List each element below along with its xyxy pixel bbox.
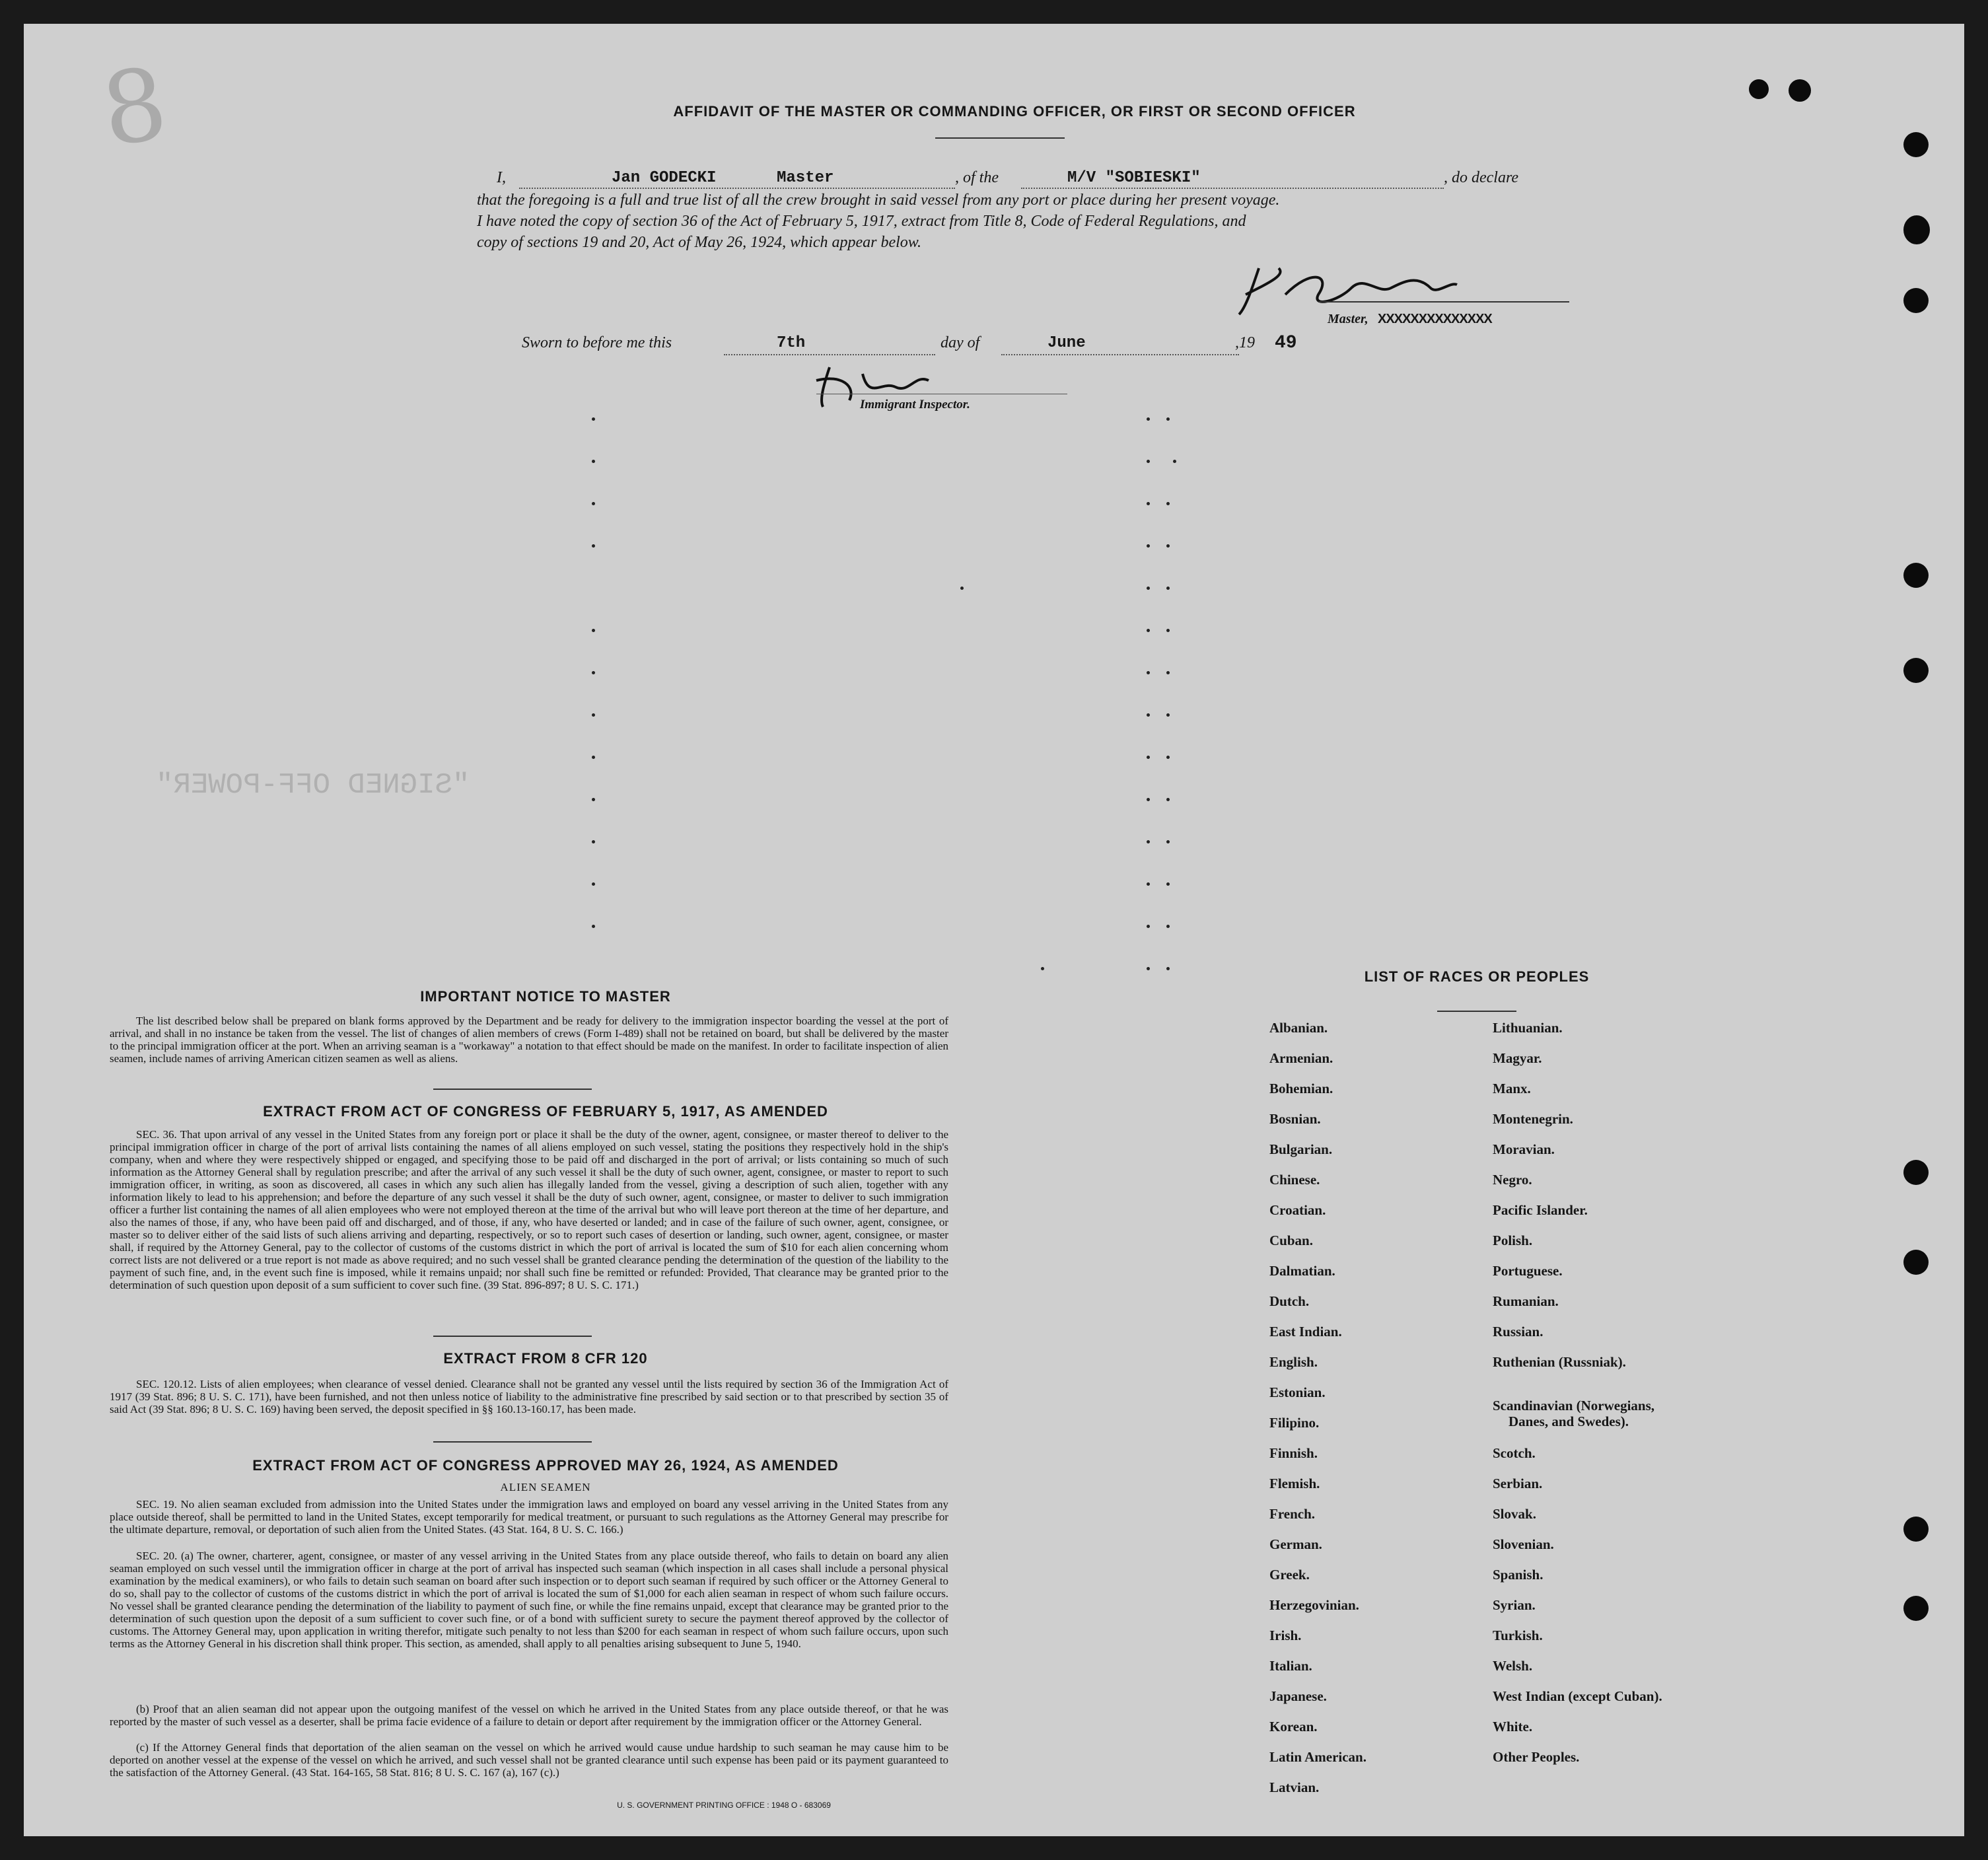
race-item: Bohemian. <box>1269 1081 1333 1096</box>
notice-title: IMPORTANT NOTICE TO MASTER <box>420 988 671 1005</box>
extract-1924-title: EXTRACT FROM ACT OF CONGRESS APPROVED MAY 26, 1924, AS AMENDED <box>252 1457 839 1474</box>
race-item: Herzegovinian. <box>1269 1597 1359 1613</box>
race-item: Spanish. <box>1493 1567 1544 1583</box>
master-signature <box>1232 255 1576 321</box>
year-suffix: 49 <box>1275 333 1297 353</box>
race-item: Japanese. <box>1269 1688 1327 1704</box>
race-item: Filipino. <box>1269 1415 1320 1431</box>
sworn-day: 7th <box>777 334 806 352</box>
race-item: Rumanian. <box>1493 1293 1559 1309</box>
year-prefix: ,19 <box>1235 334 1255 351</box>
race-item: Latvian. <box>1269 1779 1320 1795</box>
race-item: Chinese. <box>1269 1172 1320 1188</box>
race-item: Scandinavian (Norwegians, <box>1493 1398 1655 1413</box>
extract-1917-text: SEC. 36. That upon arrival of any vessel in the United States from any foreign port or place it shall be the duty of the owner, agent, consignee, or master thereof to deliver to the principal immigration officer in charge of the port of arrival lists containing the names of all aliens employed on such vessel, stating the positions they respectively hold in the ship's company, when and where they were respectively shipped or engaged, and specifying those to be paid off and discharged in the port of arrival; or lists containing so much of such information as the Attorney General shall by regulation prescribe; and after the arrival of any such vessel it shall be the duty of such owner, agent, consignee, or master to report to such immigration officer, in writing, as soon as discovered, all cases in which any such alien has illegally landed from the vessel, giving a description of such alien, together with any information likely to lead to his apprehension; and before the departure of any such vessel it shall be the duty of such owner, agent, consignee, or master to deliver to such immigration officer a further list containing the names of all alien employees who were not employed thereon at the time of the arrival but who will leave port thereon at the time of her departure, and also the names of those, if any, who have been paid off and discharged, and of those, if any, who have deserted or landed; and in case of the failure of such owner, agent, consignee, or master so to deliver either of the said lists of such aliens arriving and departing, respectively, or so to report such cases of desertion or landing, such owner, agent, consignee, or master shall, if required by the Attorney General, pay to the collector of customs of the customs district in which the port of arrival is located the sum of $10 for each alien concerning whom correct lists are not delivered or a true report is not made as above required; and no such vessel shall be granted clearance pending the determination of the question of the liability to the payment of such fine, and, in the event such fine is imposed, while it remains unpaid; nor shall such fine be remitted or refunded: Provided, That clearance may be granted prior to the determination of such question upon deposit of a sum sufficient to cover such fine. (39 Stat. 896-897; 8 U. S. C. 171.) <box>110 1128 948 1291</box>
race-item: Manx. <box>1493 1081 1531 1096</box>
vessel-name: M/V "SOBIESKI" <box>1067 169 1201 187</box>
punch-hole <box>1789 79 1811 102</box>
punch-hole <box>1903 563 1929 588</box>
race-item: West Indian (except Cuban). <box>1493 1688 1662 1704</box>
inspector-label: Immigrant Inspector. <box>860 398 970 411</box>
sec-20b-text: (b) Proof that an alien seaman did not appear upon the outgoing manifest of the vessel on which he arrived in the United States from any place outside thereof, or that he was reported by the master of such vessel as a deserter, shall be prima facie evidence of a failure to detain or deport after requirement by the immigration officer or the Attorney General. <box>110 1703 948 1728</box>
race-item: Estonian. <box>1269 1384 1326 1400</box>
punch-hole <box>1903 1250 1929 1275</box>
sec-20a-text: SEC. 20. (a) The owner, charterer, agent, consignee, or master of any vessel arriving in the United States from any place outside thereof, who fails to detain on board any alien seaman employed on such vessel until the immigration officer in charge at the port of arrival has inspected such seaman (which inspection in all cases shall include a personal physical examination by the medical examiners), or who fails to detain such seaman on board after such inspection or to deport such seaman if required by such officer or the Attorney General to do so, shall pay to the collector of customs of the customs district in which the port of arrival is located the sum of $1,000 for each alien seaman in respect of whom such failure occurs. No vessel shall be granted clearance pending the determination of the liability to payment of such fine, or while the fine remains unpaid, except that clearance may be granted prior to the determination of such question upon the deposit of a sum sufficient to cover such fine, or of a bond with sufficient surety to secure the payment thereof approved by the collector of customs. The Attorney General may, upon application in writing therefor, mitigate such penalty to not less than $200 for each seaman in respect of whom such failure occurs, upon such terms as the Attorney General in his discretion shall think proper. This section, as amended, shall apply to all penalties arising subsequent to June 5, 1940. <box>110 1550 948 1650</box>
races-divider <box>1437 1011 1516 1012</box>
master-name: Jan GODECKI <box>612 169 717 187</box>
title-divider <box>935 137 1065 139</box>
of-the-label: , of the <box>955 169 999 186</box>
race-item: Greek. <box>1269 1567 1310 1583</box>
race-item: Dalmatian. <box>1269 1263 1335 1279</box>
race-item: English. <box>1269 1354 1318 1370</box>
race-item: Scotch. <box>1493 1445 1536 1461</box>
race-item: Latin American. <box>1269 1749 1367 1765</box>
race-item: Cuban. <box>1269 1233 1313 1248</box>
master-rank: Master <box>777 169 834 187</box>
notice-text: The list described below shall be prepared on blank forms approved by the Department and be ready for delivery to the immigration inspector boarding the vessel at the port of arrival, and shall in no instance be taken from the vessel. The list of changes of alien members of crews (Form I-489) shall not be retained on board, but shall be delivered by the master to the principal immigration officer at the port. When an arriving seaman is a "workaway" a notation to that effect should be made on the manifest. In order to facilitate inspection of alien seamen, include names of arriving American citizen seamen as well as aliens. <box>110 1015 948 1065</box>
document-sheet <box>24 24 1964 1836</box>
punch-hole <box>1903 658 1929 683</box>
affidavit-body-line-2: that the foregoing is a full and true list of all the crew brought in said vessel from any port or place during her present voyage. <box>477 192 1280 209</box>
race-item: Italian. <box>1269 1658 1312 1674</box>
race-item: East Indian. <box>1269 1324 1342 1340</box>
race-item: Flemish. <box>1269 1476 1320 1491</box>
extract-8cfr-title: EXTRACT FROM 8 CFR 120 <box>443 1350 648 1367</box>
race-item: Polish. <box>1493 1233 1533 1248</box>
race-item: Irish. <box>1269 1628 1302 1643</box>
race-item: Pacific Islander. <box>1493 1202 1588 1218</box>
signature-line <box>1318 301 1569 303</box>
punch-hole <box>1903 1517 1929 1542</box>
punch-hole <box>1903 215 1930 244</box>
race-item: Lithuanian. <box>1493 1020 1563 1036</box>
page-number-mark: 8 <box>95 46 174 169</box>
struck-title: XXXXXXXXXXXXXX <box>1378 312 1492 326</box>
race-item: Magyar. <box>1493 1050 1542 1066</box>
race-item: Finnish. <box>1269 1445 1318 1461</box>
race-item: Russian. <box>1493 1324 1544 1340</box>
punch-hole <box>1903 1596 1929 1621</box>
printer-imprint: U. S. GOVERNMENT PRINTING OFFICE : 1948 O - 683069 <box>617 1801 831 1810</box>
punch-hole <box>1903 132 1929 157</box>
race-item: Croatian. <box>1269 1202 1326 1218</box>
race-item: Albanian. <box>1269 1020 1328 1036</box>
sworn-prefix: Sworn to before me this <box>522 334 672 351</box>
line-prefix: I, <box>497 169 506 186</box>
day-of-label: day of <box>941 334 980 351</box>
race-item: Bosnian. <box>1269 1111 1321 1127</box>
extract-1917-title: EXTRACT FROM ACT OF CONGRESS OF FEBRUARY 5, 1917, AS AMENDED <box>263 1103 828 1120</box>
race-item: Portuguese. <box>1493 1263 1563 1279</box>
race-item: Serbian. <box>1493 1476 1543 1491</box>
bleed-through-stamp: "SIGNED OFF-POWER" <box>156 769 470 802</box>
sec-19-text: SEC. 19. No alien seaman excluded from admission into the United States under the immigration laws and employed on board any vessel arriving in the United States from any place outside thereof, shall be permitted to land in the United States, except temporarily for medical treatment, or pursuant to such regulations as the Attorney General may prescribe for the ultimate departure, removal, or deportation of such alien from the United States. (43 Stat. 164, 8 U. S. C. 166.) <box>110 1498 948 1536</box>
race-item: Moravian. <box>1493 1141 1555 1157</box>
race-item: German. <box>1269 1536 1322 1552</box>
do-declare-label: , do declare <box>1444 169 1519 186</box>
affidavit-title: AFFIDAVIT OF THE MASTER OR COMMANDING OFFICER, OR FIRST OR SECOND OFFICER <box>673 103 1356 120</box>
race-item: Bulgarian. <box>1269 1141 1333 1157</box>
race-item: Montenegrin. <box>1493 1111 1573 1127</box>
races-title: LIST OF RACES OR PEOPLES <box>1364 968 1590 985</box>
punch-hole <box>1749 79 1769 99</box>
race-item: Turkish. <box>1493 1628 1543 1643</box>
divider <box>433 1441 592 1443</box>
sworn-month: June <box>1047 334 1086 352</box>
race-item: Armenian. <box>1269 1050 1333 1066</box>
race-item: French. <box>1269 1506 1316 1522</box>
race-item: Ruthenian (Russniak). <box>1493 1354 1626 1370</box>
affidavit-body-line-4: copy of sections 19 and 20, Act of May 26, 1924, which appear below. <box>477 234 922 251</box>
race-item: Korean. <box>1269 1719 1318 1735</box>
race-item: Other Peoples. <box>1493 1749 1580 1765</box>
race-item: Syrian. <box>1493 1597 1536 1613</box>
punch-hole <box>1903 288 1929 313</box>
extract-1924-subtitle: ALIEN SEAMEN <box>500 1481 591 1493</box>
extract-8cfr-text: SEC. 120.12. Lists of alien employees; when clearance of vessel denied. Clearance shall not be granted any vessel until the lists required by section 36 of the Immigration Act of 1917 (39 Stat. 896; 8 U. S. C. 171), have been furnished, and not then unless notice of liability to the administrative fine prescribed by said section or to that prescribed by section 35 of said Act (39 Stat. 896; 8 U. S. C. 169) having been served, the deposit specified in §§ 160.13-160.17, has been made. <box>110 1378 948 1415</box>
race-item: Slovenian. <box>1493 1536 1554 1552</box>
race-item: White. <box>1493 1719 1533 1735</box>
race-item: Slovak. <box>1493 1506 1536 1522</box>
master-label: Master, <box>1328 312 1368 326</box>
race-item: Negro. <box>1493 1172 1532 1188</box>
race-item: Danes, and Swedes). <box>1509 1413 1629 1429</box>
divider <box>433 1089 592 1090</box>
race-item: Dutch. <box>1269 1293 1310 1309</box>
race-item: Welsh. <box>1493 1658 1533 1674</box>
divider <box>433 1336 592 1337</box>
sec-20c-text: (c) If the Attorney General finds that deportation of the alien seaman on the vessel on which he arrived would cause undue hardship to such seaman he may cause him to be deported on another vessel at the expense of the vessel on which he arrived, and such vessel shall not be granted clearance until such expense has been paid or its payment guaranteed to the satisfaction of the Attorney General. (43 Stat. 164-165, 58 Stat. 816; 8 U. S. C. 167 (a), 167 (c).) <box>110 1741 948 1779</box>
punch-hole <box>1903 1160 1929 1185</box>
affidavit-body-line-3: I have noted the copy of section 36 of the Act of February 5, 1917, extract from Title 8, Code of Federal Regulations, and <box>477 213 1246 230</box>
